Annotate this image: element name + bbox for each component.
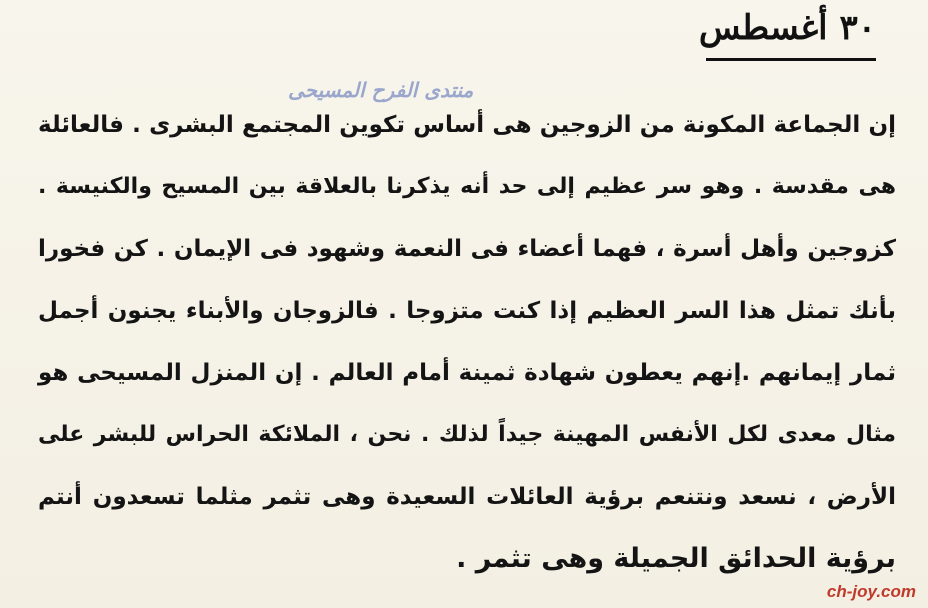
text-line: برؤية الحدائق الجميلة وهى تثمر . bbox=[456, 543, 896, 574]
text-line: الأرض ، نسعد ونتنعم برؤية العائلات السعيدة وهى تثمر مثلما تسعدون أنتم bbox=[38, 484, 896, 510]
date-heading: ٣٠ أغسطس bbox=[698, 8, 876, 48]
text-line: كزوجين وأهل أسرة ، فهما أعضاء فى النعمة وشهود فى الإيمان . كن فخورا bbox=[38, 236, 896, 262]
forum-watermark: منتدى الفرح المسيحى bbox=[288, 78, 474, 102]
text-line: إن الجماعة المكونة من الزوجين هى أساس تكوين المجتمع البشرى . فالعائلة bbox=[38, 112, 896, 138]
date-underline bbox=[706, 58, 876, 61]
text-line: ثمار إيمانهم .إنهم يعطون شهادة ثمينة أمام العالم . إن المنزل المسيحى هو bbox=[38, 360, 896, 386]
site-logo: ch-joy.com bbox=[826, 582, 916, 601]
text-line: بأنك تمثل هذا السر العظيم إذا كنت متزوجا . فالزوجان والأبناء يجنون أجمل bbox=[38, 298, 896, 324]
text-line: هى مقدسة . وهو سر عظيم إلى حد أنه يذكرنا بالعلاقة بين المسيح والكنيسة . bbox=[38, 174, 896, 199]
text-line: مثال معدى لكل الأنفس المهينة جيداً لذلك . نحن ، الملائكة الحراس للبشر على bbox=[38, 422, 896, 447]
body-paragraph bbox=[38, 94, 896, 590]
